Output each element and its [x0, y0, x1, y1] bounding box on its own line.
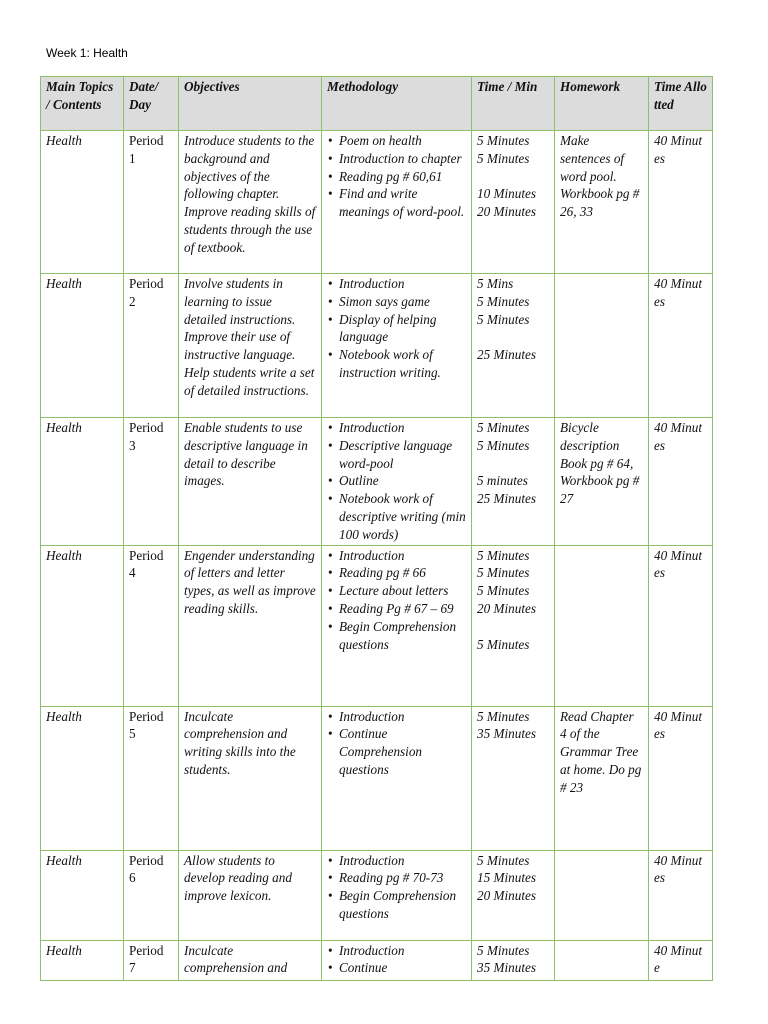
table-row	[41, 418, 713, 546]
homework-cell: Read Chapter 4 of the Grammar Tree at home. Do pg # 23	[555, 706, 649, 850]
time-value: 5 Minutes	[477, 437, 530, 453]
table-header-row	[41, 77, 713, 131]
homework-cell	[555, 274, 649, 418]
header-date: Date/ Day	[124, 77, 179, 131]
methodology-item: • Begin Comprehension questions	[327, 618, 466, 654]
objectives-cell: Inculcate comprehension and writing skills into the students.	[179, 706, 322, 850]
methodology-list	[327, 275, 466, 382]
homework-cell	[555, 545, 649, 706]
page-heading: Week 1: Health	[46, 46, 128, 60]
methodology-item: • Notebook work of descriptive writing (min 100 words)	[327, 490, 466, 543]
time-value: 5 Minutes	[477, 565, 530, 581]
time-value: 5 Minutes	[477, 636, 530, 652]
time-value: 20 Minutes	[477, 600, 536, 616]
time-value: 5 Mins	[477, 276, 514, 291]
time-value: 5 Minutes	[477, 583, 530, 599]
homework-cell: Make sentences of word pool. Workbook pg # 26, 33	[555, 131, 649, 274]
time-cell	[472, 131, 555, 274]
date-cell: Period 7	[124, 940, 179, 980]
methodology-list	[327, 419, 466, 544]
header-time: Time / Min	[472, 77, 555, 131]
time-value: 5 Minutes	[477, 293, 530, 309]
header-methodology: Methodology	[322, 77, 472, 131]
objectives-cell: Engender understanding of letters and letter types, as well as improve reading skills.	[179, 545, 322, 706]
methodology-list	[327, 942, 466, 978]
methodology-item: • Reading pg # 66	[327, 564, 466, 582]
time-value: 20 Minutes	[477, 888, 536, 904]
time-value: 5 Minutes	[477, 942, 530, 958]
methodology-item: • Simon says game	[327, 293, 466, 311]
time-value: 5 Minutes	[477, 150, 530, 166]
table-row	[41, 940, 713, 980]
table-row	[41, 706, 713, 850]
time-cell	[472, 706, 555, 850]
methodology-item: • Lecture about letters	[327, 582, 466, 600]
time-allotted-cell: 40 Minutes	[649, 850, 713, 940]
methodology-cell	[322, 418, 472, 546]
methodology-item: • Reading pg # 60,61	[327, 168, 466, 186]
methodology-item: • Descriptive language word-pool	[327, 437, 466, 473]
topic-cell: Health	[41, 545, 124, 706]
methodology-list	[327, 708, 466, 779]
objectives-cell: Allow students to develop reading and improve lexicon.	[179, 850, 322, 940]
table-row	[41, 545, 713, 706]
time-value: 25 Minutes	[477, 347, 536, 363]
methodology-cell	[322, 850, 472, 940]
time-value: 35 Minutes	[477, 960, 536, 976]
methodology-item: • Introduction	[327, 708, 466, 726]
time-allotted-cell: 40 Minute	[649, 940, 713, 980]
time-cell	[472, 274, 555, 418]
time-cell	[472, 850, 555, 940]
objectives-cell: Inculcate comprehension and	[179, 940, 322, 980]
methodology-item: • Introduction	[327, 852, 466, 870]
time-cell	[472, 940, 555, 980]
topic-cell: Health	[41, 274, 124, 418]
methodology-item: • Introduction	[327, 275, 466, 293]
objectives-cell: Involve students in learning to issue detailed instructions. Improve their use of instructive language. Help students write a set of detailed instructions.	[179, 274, 322, 418]
topic-cell: Health	[41, 131, 124, 274]
methodology-item: • Introduction	[327, 419, 466, 437]
header-homework: Homework	[555, 77, 649, 131]
date-cell: Period 2	[124, 274, 179, 418]
homework-cell	[555, 850, 649, 940]
methodology-item: • Display of helping language	[327, 311, 466, 347]
date-cell: Period 4	[124, 545, 179, 706]
date-cell: Period 5	[124, 706, 179, 850]
methodology-item: • Introduction to chapter	[327, 150, 466, 168]
topic-cell: Health	[41, 850, 124, 940]
time-value: 5 Minutes	[477, 420, 530, 435]
time-value: 5 minutes	[477, 473, 528, 489]
methodology-item: • Reading pg # 70-73	[327, 869, 466, 887]
homework-cell	[555, 940, 649, 980]
methodology-list	[327, 132, 466, 221]
methodology-item: • Begin Comprehension questions	[327, 887, 466, 923]
header-time-allotted: Time Allotted	[649, 77, 713, 131]
objectives-cell: Enable students to use descriptive language in detail to describe images.	[179, 418, 322, 546]
time-value: 5 Minutes	[477, 133, 530, 148]
header-objectives: Objectives	[179, 77, 322, 131]
methodology-item: • Introduction	[327, 942, 466, 960]
methodology-item: • Reading Pg # 67 – 69	[327, 600, 466, 618]
topic-cell: Health	[41, 940, 124, 980]
methodology-item: • Outline	[327, 472, 466, 490]
time-allotted-cell: 40 Minutes	[649, 131, 713, 274]
time-value: 5 Minutes	[477, 311, 530, 327]
methodology-cell	[322, 131, 472, 274]
methodology-cell	[322, 274, 472, 418]
time-value: 15 Minutes	[477, 870, 536, 886]
date-cell: Period 3	[124, 418, 179, 546]
time-value: 5 Minutes	[477, 547, 530, 563]
time-value: 25 Minutes	[477, 491, 536, 507]
table-row	[41, 850, 713, 940]
time-value: 5 Minutes	[477, 708, 530, 724]
methodology-item: • Notebook work of instruction writing.	[327, 346, 466, 382]
methodology-list	[327, 852, 466, 923]
time-value: 35 Minutes	[477, 726, 536, 742]
time-value: 5 Minutes	[477, 852, 530, 868]
time-value: 20 Minutes	[477, 204, 536, 220]
methodology-list	[327, 547, 466, 654]
lesson-plan-table	[40, 76, 713, 981]
methodology-cell	[322, 545, 472, 706]
topic-cell: Health	[41, 706, 124, 850]
header-topics: Main Topics / Contents	[41, 77, 124, 131]
time-value	[477, 618, 549, 636]
methodology-item: • Continue	[327, 959, 466, 977]
topic-cell: Health	[41, 418, 124, 546]
time-value	[477, 168, 549, 186]
methodology-item: • Introduction	[327, 547, 466, 565]
time-allotted-cell: 40 Minutes	[649, 545, 713, 706]
objectives-cell: Introduce students to the background and objectives of the following chapter. Improve reading skills of students through the use of textbook.	[179, 131, 322, 274]
time-allotted-cell: 40 Minutes	[649, 706, 713, 850]
homework-cell: Bicycle description Book pg # 64, Workbook pg # 27	[555, 418, 649, 546]
time-cell	[472, 418, 555, 546]
methodology-item: • Find and write meanings of word-pool.	[327, 185, 466, 221]
time-value: 10 Minutes	[477, 186, 536, 202]
time-allotted-cell: 40 Minutes	[649, 418, 713, 546]
date-cell: Period 6	[124, 850, 179, 940]
time-value	[477, 455, 549, 473]
table-row	[41, 131, 713, 274]
time-allotted-cell: 40 Minutes	[649, 274, 713, 418]
time-cell	[472, 545, 555, 706]
methodology-cell	[322, 706, 472, 850]
methodology-item: • Poem on health	[327, 132, 466, 150]
methodology-item: • Continue Comprehension questions	[327, 725, 466, 778]
time-value	[477, 328, 549, 346]
table-row	[41, 274, 713, 418]
date-cell: Period 1	[124, 131, 179, 274]
methodology-cell	[322, 940, 472, 980]
